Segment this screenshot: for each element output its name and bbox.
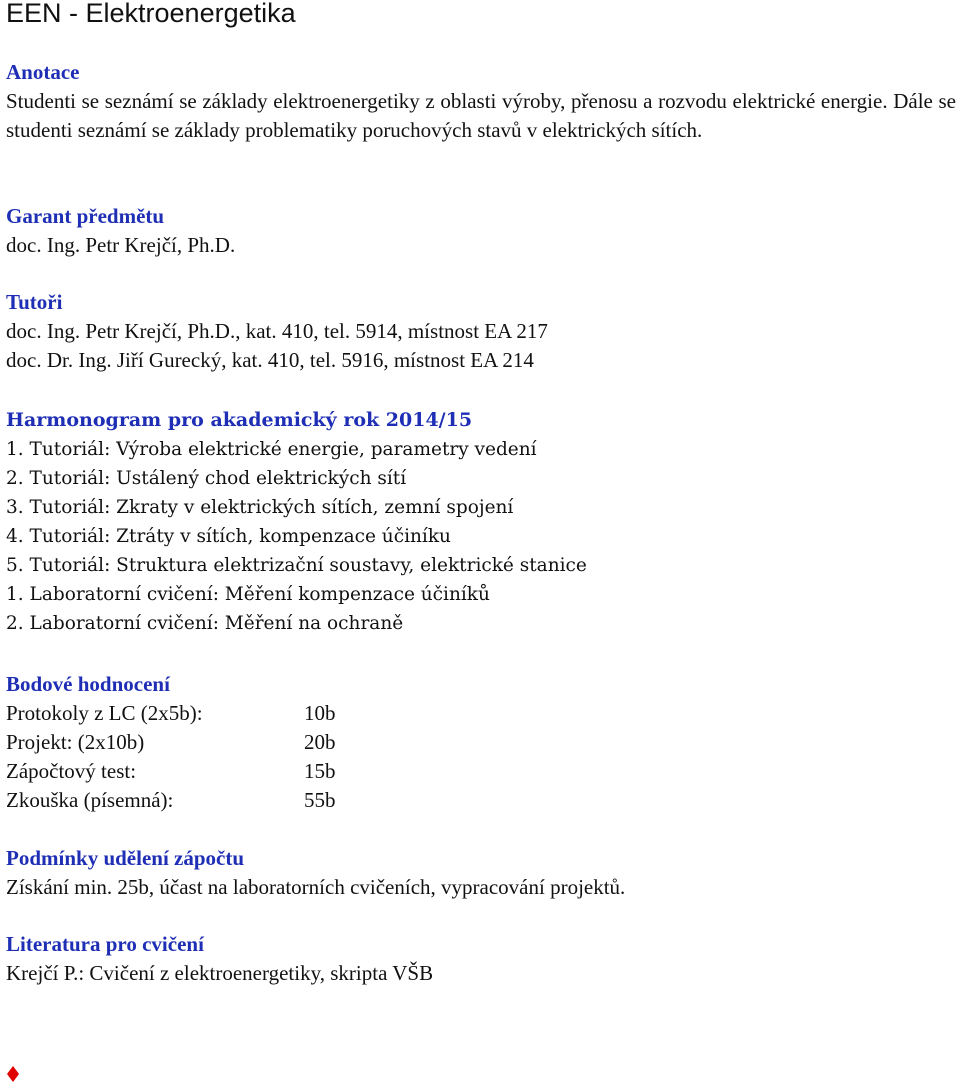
literature-section bbox=[6, 930, 956, 988]
score-value: 15b bbox=[304, 759, 336, 783]
score-label: Zkouška (písemná): bbox=[6, 788, 174, 812]
score-value: 10b bbox=[304, 701, 336, 725]
schedule-item: 3. Tutoriál: Zkraty v elektrických sítích, zemní spojení bbox=[6, 497, 514, 518]
annotation-heading: Anotace bbox=[6, 60, 80, 84]
schedule-item: 1. Tutoriál: Výroba elektrické energie, parametry vedení bbox=[6, 439, 537, 460]
diamond-icon bbox=[6, 1066, 20, 1082]
literature-text: Krejčí P.: Cvičení z elektroenergetiky, skripta VŠB bbox=[6, 961, 434, 985]
scoring-heading: Bodové hodnocení bbox=[6, 672, 170, 696]
score-row bbox=[6, 699, 956, 728]
schedule-heading: Harmonogram pro akademický rok 2014/15 bbox=[6, 409, 473, 431]
annotation-text: Studenti se seznámí se základy elektroenergetiky z oblasti výroby, přenosu a rozvodu elektrické energie. Dále se studenti seznámí se základy problematiky poruchových stavů v elektrických sítích. bbox=[6, 89, 956, 142]
score-label: Zápočtový test: bbox=[6, 759, 137, 783]
score-value: 20b bbox=[304, 730, 336, 754]
page-title: EEN - Elektroenergetika bbox=[6, 0, 296, 28]
score-row bbox=[6, 786, 956, 815]
scoring-section bbox=[6, 670, 956, 815]
schedule-item: 5. Tutoriál: Struktura elektrizační soustavy, elektrické stanice bbox=[6, 555, 587, 576]
tutor-item: doc. Ing. Petr Krejčí, Ph.D., kat. 410, tel. 5914, místnost EA 217 bbox=[6, 319, 548, 343]
literature-heading: Literatura pro cvičení bbox=[6, 932, 204, 956]
tutors-section bbox=[6, 288, 956, 375]
score-value: 55b bbox=[304, 788, 336, 812]
schedule-section bbox=[6, 406, 956, 638]
schedule-item: 4. Tutoriál: Ztráty v sítích, kompenzace účiníku bbox=[6, 526, 451, 547]
schedule-item: 2. Tutoriál: Ustálený chod elektrických sítí bbox=[6, 468, 407, 489]
score-label: Protokoly z LC (2x5b): bbox=[6, 701, 203, 725]
credit-conditions-text: Získání min. 25b, účast na laboratorních cvičeních, vypracování projektů. bbox=[6, 875, 626, 899]
guarantor-name: doc. Ing. Petr Krejčí, Ph.D. bbox=[6, 233, 236, 257]
guarantor-heading: Garant předmětu bbox=[6, 204, 165, 228]
tutor-item: doc. Dr. Ing. Jiří Gurecký, kat. 410, tel. 5916, místnost EA 214 bbox=[6, 348, 534, 372]
tutors-heading: Tutoři bbox=[6, 290, 63, 314]
credit-conditions-heading: Podmínky udělení zápočtu bbox=[6, 846, 245, 870]
score-row bbox=[6, 728, 956, 757]
score-label: Projekt: (2x10b) bbox=[6, 730, 145, 754]
schedule-item: 2. Laboratorní cvičení: Měření na ochraně bbox=[6, 613, 404, 634]
schedule-item: 1. Laboratorní cvičení: Měření kompenzace účiníků bbox=[6, 584, 490, 605]
credit-conditions-section bbox=[6, 844, 956, 902]
guarantor-section bbox=[6, 202, 956, 260]
annotation-section bbox=[6, 58, 956, 145]
score-row bbox=[6, 757, 956, 786]
